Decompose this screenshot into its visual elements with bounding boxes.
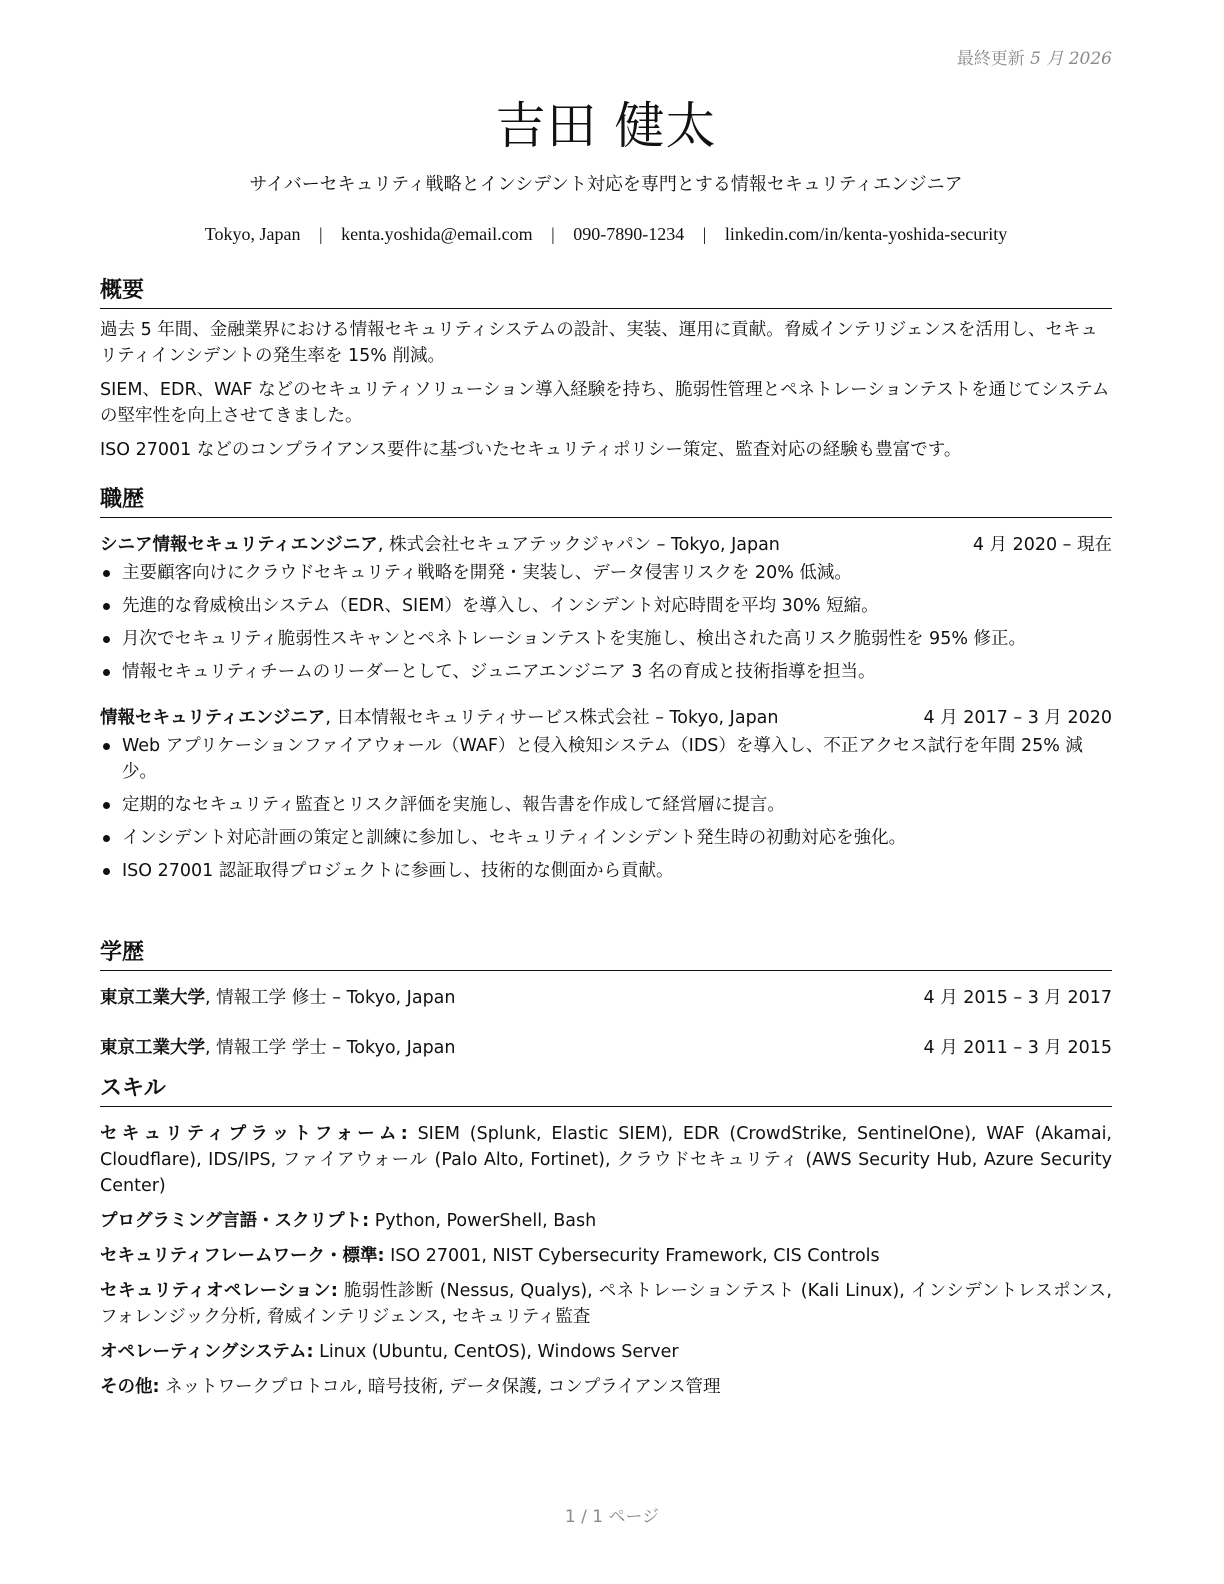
skill-row [100,1121,1112,1199]
job-date: 4 月 2020 – 現在 [972,535,1112,555]
skills-heading: スキル [100,1074,1112,1107]
job-entry [100,705,1112,884]
skill-value: 脆弱性診断 (Nessus, Qualys), ペネトレーションテスト (Kali Linux), インシデントレスポンス, フォレンジック分析, 脅威インテリジェンス, セキュリティ監査 [100,1281,1112,1327]
education-date: 4 月 2015 – 3 月 2017 [923,988,1112,1008]
last-updated-date: 5 月 2026 [1030,49,1112,69]
job-title: シニア情報セキュリティエンジニア [100,535,378,555]
summary-section [100,276,1112,463]
skill-value: ネットワークプロトコル, 暗号技術, データ保護, コンプライアンス管理 [159,1377,721,1397]
education-entry [100,985,1112,1011]
job-role-org [100,532,780,558]
job-bullet: 先進的な脅威検出システム（EDR、SIEM）を導入し、インシデント対応時間を平均 30% 短縮。 [100,593,1112,619]
last-updated [957,44,1112,69]
job-header [100,705,1112,731]
contact-line [100,224,1112,245]
last-updated-label: 最終更新 [956,49,1025,69]
job-role-org [100,705,779,731]
skill-value: Python, PowerShell, Bash [369,1211,597,1231]
skill-label: セキュリティオペレーション: [100,1281,338,1301]
skill-row [100,1374,1112,1400]
contact-separator: | [318,224,323,244]
contact-location: Tokyo, Japan [204,224,301,244]
skill-label: その他: [100,1377,160,1397]
education-section [100,938,1112,1061]
summary-heading: 概要 [100,276,1112,309]
education-school-degree [100,1035,456,1061]
job-bullet: 定期的なセキュリティ監査とリスク評価を実施し、報告書を作成して経営層に提言。 [100,792,1112,818]
skill-value: ISO 27001, NIST Cybersecurity Framework, CIS Controls [384,1246,880,1266]
summary-paragraph: ISO 27001 などのコンプライアンス要件に基づいたセキュリティポリシー策定、監査対応の経験も豊富です。 [100,440,962,460]
job-entry [100,532,1112,685]
contact-separator: | [702,224,707,244]
job-bullets [100,733,1112,884]
skill-row [100,1243,1112,1269]
job-bullet: 月次でセキュリティ脆弱性スキャンとペネトレーションテストを実施し、検出された高リスク脆弱性を 95% 修正。 [100,626,1112,652]
contact-email[interactable]: kenta.yoshida@email.com [341,224,533,244]
job-header [100,532,1112,558]
job-date: 4 月 2017 – 3 月 2020 [923,708,1112,728]
job-bullet: 主要顧客向けにクラウドセキュリティ戦略を開発・実装し、データ侵害リスクを 20% 低減。 [100,560,1112,586]
job-company: , 日本情報セキュリティサービス株式会社 – Tokyo, Japan [325,708,779,728]
skill-value: Linux (Ubuntu, CentOS), Windows Server [313,1342,679,1362]
skill-row [100,1208,1112,1234]
contact-linkedin[interactable]: linkedin.com/in/kenta-yoshida-security [724,224,1008,244]
tagline: サイバーセキュリティ戦略とインシデント対応を専門とする情報セキュリティエンジニア [249,174,963,195]
candidate-name: 吉田 健太 [495,97,717,155]
experience-section [100,485,1112,891]
summary-paragraph: SIEM、EDR、WAF などのセキュリティソリューション導入経験を持ち、脆弱性管理とペネトレーションテストを通じてシステムの堅牢性を向上させてきました。 [100,380,1110,426]
experience-heading: 職歴 [100,485,1112,518]
skill-value: SIEM (Splunk, Elastic SIEM), EDR (CrowdStrike, SentinelOne), WAF (Akamai, Cloudflare), IDS/IPS, ファイアウォール (Palo Alto, Fortinet), クラウドセキュリティ (AWS Security Hub, Azure Security Center) [100,1124,1112,1196]
skills-section [100,1074,1112,1409]
job-bullets [100,560,1112,685]
education-entry [100,1035,1112,1061]
education-school: 東京工業大学 [100,1038,205,1058]
job-company: , 株式会社セキュアテックジャパン – Tokyo, Japan [377,535,780,555]
skill-label: セキュリティフレームワーク・標準: [100,1246,385,1266]
job-bullet: ISO 27001 認証取得プロジェクトに参画し、技術的な側面から貢献。 [100,858,1112,884]
education-heading: 学歴 [100,938,1112,971]
education-date: 4 月 2011 – 3 月 2015 [923,1038,1112,1058]
contact-separator: | [551,224,555,244]
education-degree: , 情報工学 修士 – Tokyo, Japan [205,988,456,1008]
job-title: 情報セキュリティエンジニア [100,708,326,728]
job-bullet: インシデント対応計画の策定と訓練に参加し、セキュリティインシデント発生時の初動対応を強化。 [100,825,1112,851]
contact-phone[interactable]: 090-7890-1234 [573,224,685,244]
education-school: 東京工業大学 [100,988,205,1008]
summary-paragraph: 過去 5 年間、金融業界における情報セキュリティシステムの設計、実装、運用に貢献。脅威インテリジェンスを活用し、セキュリティインシデントの発生率を 15% 削減。 [100,320,1098,366]
page-number: 1 / 1 ページ [564,1507,660,1527]
job-bullet: 情報セキュリティチームのリーダーとして、ジュニアエンジニア 3 名の育成と技術指導を担当。 [100,659,1112,685]
skill-label: オペレーティングシステム: [100,1342,314,1362]
skill-label: プログラミング言語・スクリプト: [100,1211,370,1231]
education-school-degree [100,985,456,1011]
skill-row [100,1278,1112,1330]
education-degree: , 情報工学 学士 – Tokyo, Japan [205,1038,456,1058]
skill-row [100,1339,1112,1365]
job-bullet: Web アプリケーションファイアウォール（WAF）と侵入検知システム（IDS）を導入し、不正アクセス試行を年間 25% 減少。 [100,733,1112,785]
skill-label: セキュリティプラットフォーム: [100,1124,408,1144]
